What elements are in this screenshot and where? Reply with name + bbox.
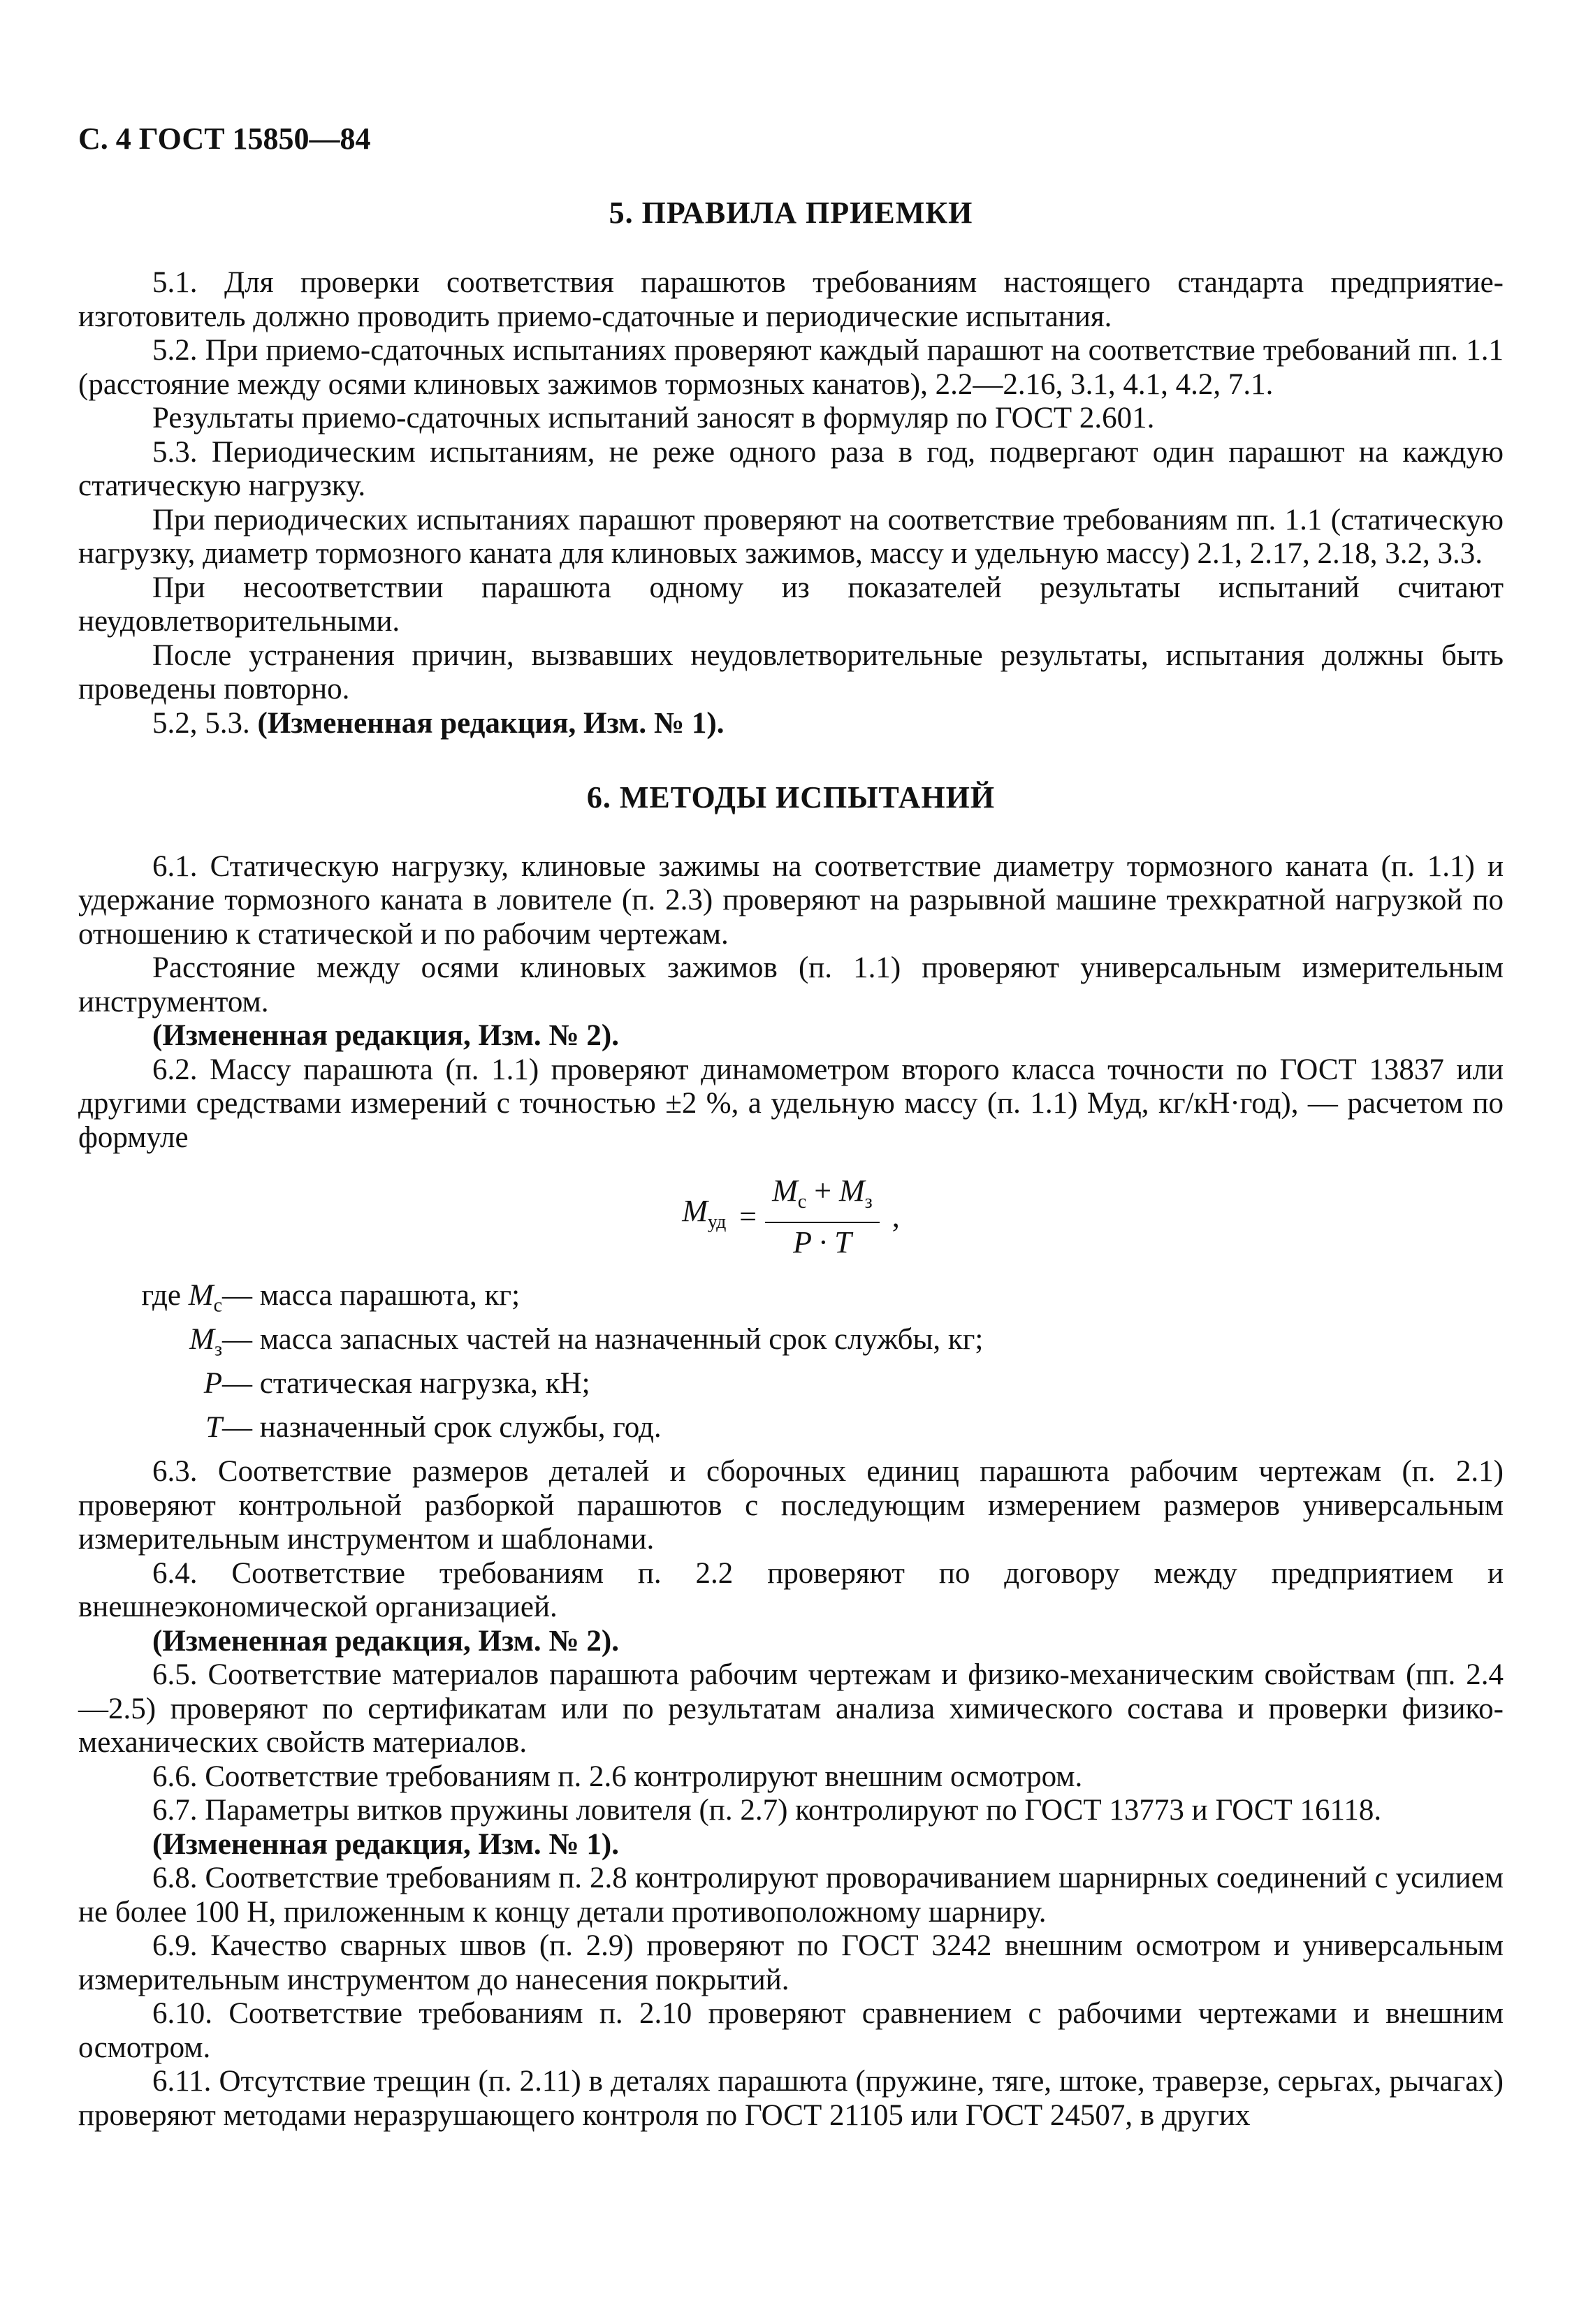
paragraph-5-3-periodic: При периодических испытаниях парашют проверяют на соответствие требованиям пп. 1.1 (статическую нагрузку, диаметр тормозного каната для клиновых зажимов, массу и удельную массу) 2.1, 2.17, 2.18, 3.2, 3.3. bbox=[78, 503, 1504, 570]
formula-lhs: $M_{уд}$ bbox=[682, 1193, 727, 1233]
paragraph-6-8: 6.8. Соответствие требованиям п. 2.8 контролируют проворачиванием шарнирных соединений с усилием не более 100 Н, приложенным к концу детали противоположному шарниру. bbox=[78, 1862, 1504, 1929]
page-header: С. 4 ГОСТ 15850—84 bbox=[78, 122, 371, 156]
paragraph-6-5: 6.5. Соответствие материалов парашюта рабочим чертежам и физико-механическим свойствам (пп. 2.4—2.5) проверяют по сертификатам или по результатам анализа химического состава и проверки физико-механических свойств материалов. bbox=[78, 1658, 1504, 1760]
paragraph-6-11: 6.11. Отсутствие трещин (п. 2.11) в деталях парашюта (пружине, тяге, штоке, траверзе, серьгах, рычагах) проверяют методами неразрушающего контроля по ГОСТ 21105 или ГОСТ 24507, в других bbox=[78, 2065, 1504, 2132]
edit-note-6-4: (Измененная редакция, Изм. № 2). bbox=[152, 1624, 619, 1658]
formula-fraction bbox=[765, 1174, 880, 1260]
paragraph-5-1: 5.1. Для проверки соответствия парашютов требованиям настоящего стандарта предприятие-изготовитель должно проводить приемо-сдаточные и периодические испытания. bbox=[78, 266, 1504, 333]
formula-numerator: $M_с + M_з$ bbox=[765, 1174, 880, 1223]
document-page bbox=[78, 122, 1504, 2133]
edit-note-6-1: (Измененная редакция, Изм. № 2). bbox=[152, 1019, 619, 1052]
paragraph-6-9: 6.9. Качество сварных швов (п. 2.9) проверяют по ГОСТ 3242 внешним осмотром и универсальным измерительным инструментом до нанесения покрытий. bbox=[78, 1929, 1504, 1996]
paragraph-6-10: 6.10. Соответствие требованиям п. 2.10 проверяют сравнением с рабочими чертежами и внешним осмотром. bbox=[78, 1997, 1504, 2064]
edit-note-5 bbox=[78, 707, 1504, 741]
legend-row bbox=[78, 1323, 1504, 1367]
legend-symbol: T bbox=[205, 1411, 222, 1445]
paragraph-5-3-repeat: После устранения причин, вызвавших неудовлетворительные результаты, испытания должны быть проведены повторно. bbox=[78, 638, 1504, 706]
edit-note-5-prefix: 5.2, 5.3. bbox=[152, 706, 258, 740]
legend-text: — назначенный срок службы, год. bbox=[222, 1411, 662, 1445]
specific-mass-formula bbox=[78, 1171, 1504, 1262]
formula-denominator: P · T bbox=[793, 1225, 852, 1259]
paragraph-6-3: 6.3. Соответствие размеров деталей и сборочных единиц парашюта рабочим чертежам (п. 2.1) проверяют контрольной разборкой парашютов с последующим измерением размеров универсальным измерительным инструментом и шаблонами. bbox=[78, 1455, 1504, 1556]
legend-text: — масса запасных частей на назначенный срок службы, кг; bbox=[222, 1323, 984, 1357]
paragraph-6-4: 6.4. Соответствие требованиям п. 2.2 проверяют по договору между предприятием и внешнеэкономической организацией. bbox=[78, 1556, 1504, 1624]
section-6-title: 6. МЕТОДЫ ИСПЫТАНИЙ bbox=[586, 780, 996, 814]
legend-row bbox=[78, 1279, 1504, 1323]
paragraph-5-3-mismatch: При несоответствии парашюта одному из показателей результаты испытаний считают неудовлетворительными. bbox=[78, 571, 1504, 638]
paragraph-5-2: 5.2. При приемо-сдаточных испытаниях проверяют каждый парашют на соответствие требований пп. 1.1 (расстояние между осями клиновых зажимов тормозных канатов), 2.2—2.16, 3.1, 4.1, 4.2, 7.1. bbox=[78, 334, 1504, 401]
paragraph-6-1-distance: Расстояние между осями клиновых зажимов (п. 1.1) проверяют универсальным измерительным инструментом. bbox=[78, 951, 1504, 1018]
legend-text: — статическая нагрузка, кН; bbox=[222, 1367, 590, 1401]
paragraph-6-6: 6.6. Соответствие требованиям п. 2.6 контролируют внешним осмотром. bbox=[152, 1760, 1083, 1793]
paragraph-5-2-results: Результаты приемо-сдаточных испытаний заносят в формуляр по ГОСТ 2.601. bbox=[152, 402, 1155, 434]
formula-legend bbox=[78, 1279, 1504, 1455]
legend-symbol: $M_з$ bbox=[189, 1323, 222, 1361]
paragraph-6-7: 6.7. Параметры витков пружины ловителя (п. 2.7) контролируют по ГОСТ 13773 и ГОСТ 16118. bbox=[152, 1794, 1382, 1827]
legend-text: — масса парашюта, кг; bbox=[222, 1279, 521, 1312]
legend-row bbox=[78, 1411, 1504, 1455]
edit-note-5-bold: (Измененная редакция, Изм. № 1). bbox=[257, 706, 725, 740]
formula-tail: , bbox=[892, 1199, 900, 1234]
edit-note-6-7: (Измененная редакция, Изм. № 1). bbox=[152, 1827, 619, 1861]
section-5-title: 5. ПРАВИЛА ПРИЕМКИ bbox=[609, 195, 973, 230]
legend-symbol: где $M_с$ bbox=[141, 1279, 222, 1317]
paragraph-6-2: 6.2. Массу парашюта (п. 1.1) проверяют динамометром второго класса точности по ГОСТ 13837 или другими средствами измерений с точностью ±2 %, а удельную массу (п. 1.1) Муд, кг/кН·год), — расчетом по формуле bbox=[78, 1053, 1504, 1154]
paragraph-5-3: 5.3. Периодическим испытаниям, не реже одного раза в год, подвергают один парашют на каждую статическую нагрузку. bbox=[78, 435, 1504, 502]
paragraph-6-1: 6.1. Статическую нагрузку, клиновые зажимы на соответствие диаметру тормозного каната (п. 1.1) и удержание тормозного каната в ловителе (п. 2.3) проверяют на разрывной машине трехкратной нагрузкой по отношению к статической и по рабочим чертежам. bbox=[78, 849, 1504, 951]
legend-symbol: P bbox=[203, 1367, 222, 1401]
legend-row bbox=[78, 1367, 1504, 1411]
formula-equals: = bbox=[737, 1199, 759, 1234]
